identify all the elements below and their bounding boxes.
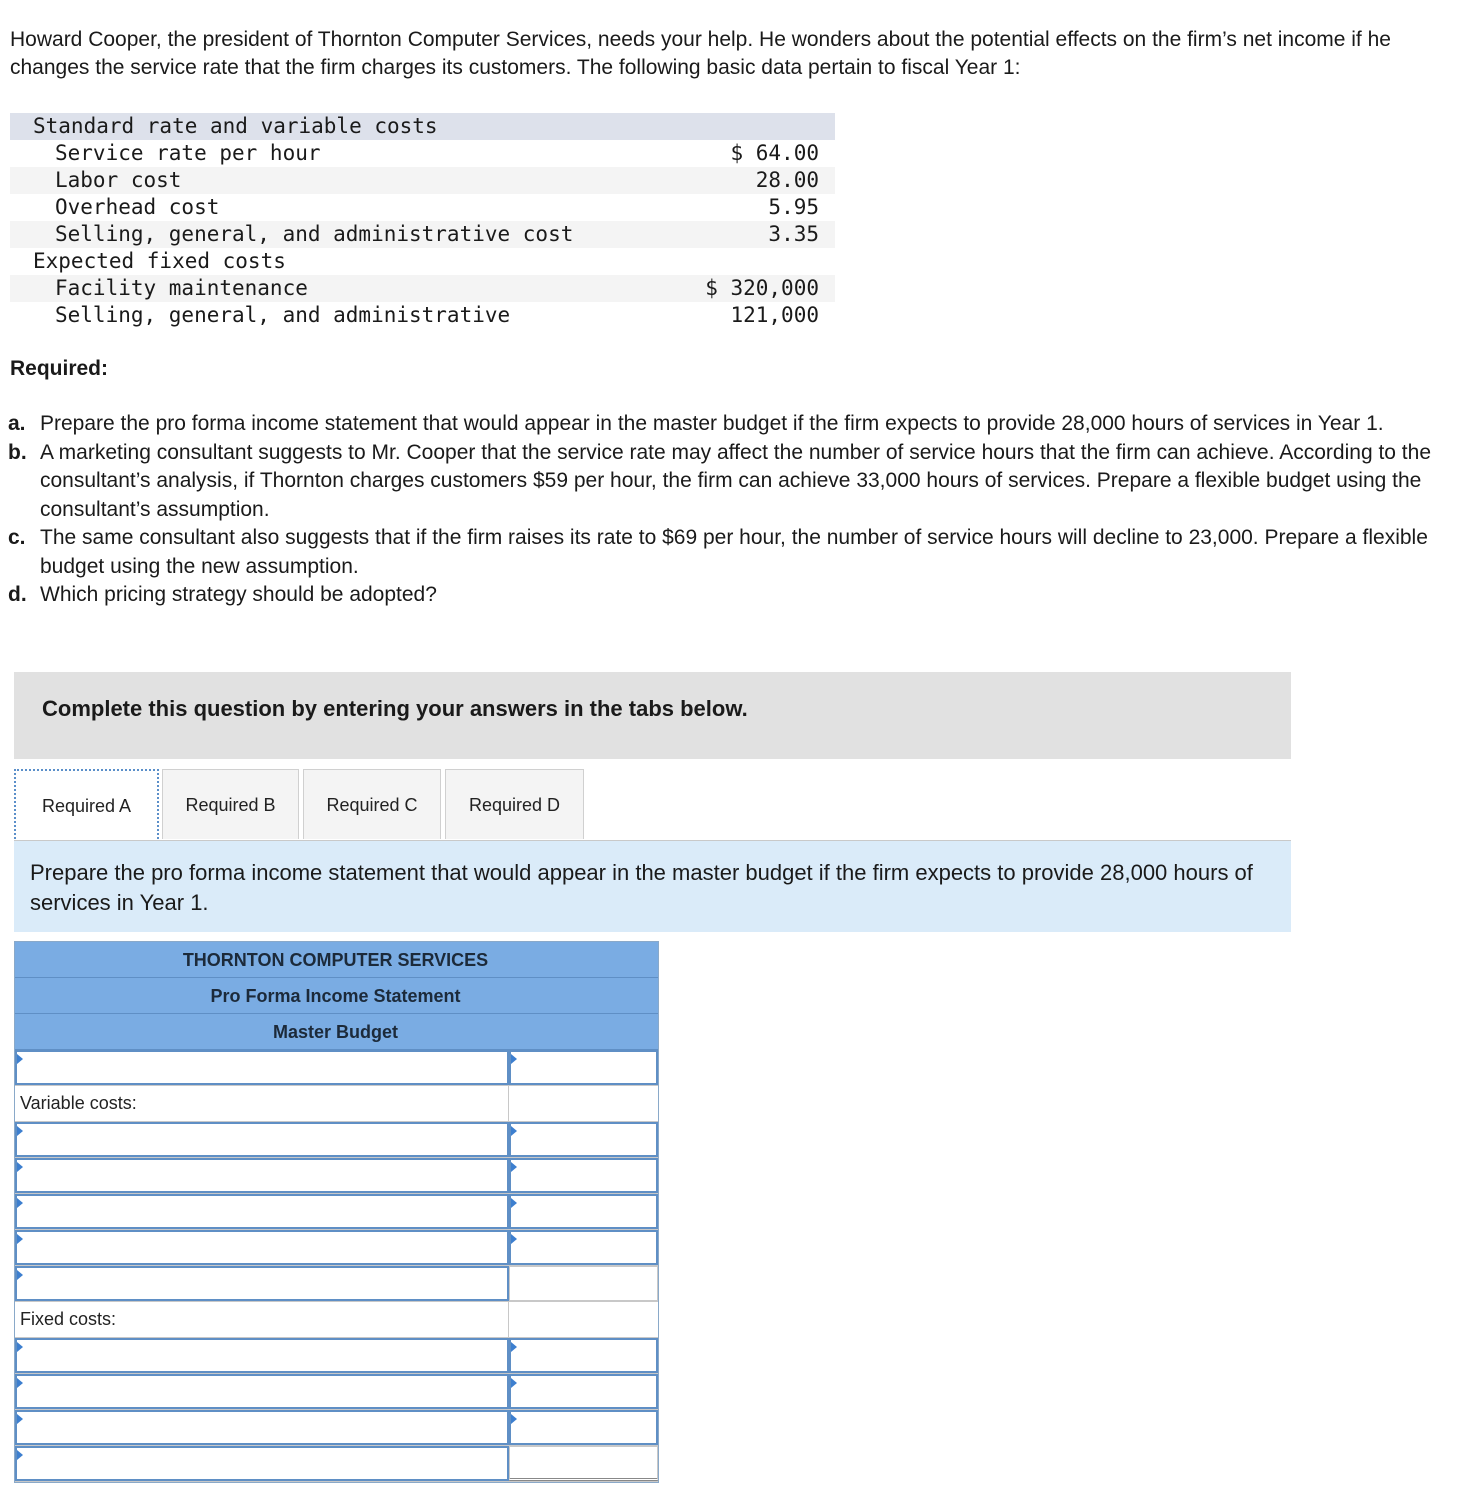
sga-variable-label: Selling, general, and administrative cost (10, 221, 681, 248)
overhead-cost-value: 5.95 (768, 195, 819, 219)
variable-cost-row (15, 1194, 658, 1230)
label-input[interactable] (15, 1446, 509, 1481)
statement-company: THORNTON COMPUTER SERVICES (15, 942, 658, 978)
amount-input[interactable] (509, 1374, 658, 1409)
revenue-row (15, 1050, 658, 1086)
variable-costs-heading-row (15, 1086, 658, 1122)
tab-required-b[interactable]: Required B (162, 769, 299, 839)
fixed-costs-label: Fixed costs: (20, 1309, 117, 1329)
dropdown-marker-icon (17, 1378, 23, 1388)
variable-cost-row (15, 1230, 658, 1266)
income-statement-form (14, 941, 659, 1483)
dropdown-marker-icon (17, 1270, 23, 1280)
variable-cost-row (15, 1158, 658, 1194)
requirement-letter: c. (8, 526, 26, 549)
sga-fixed-label: Selling, general, and administrative (55, 303, 511, 327)
variable-costs-label: Variable costs: (20, 1093, 137, 1113)
dropdown-marker-icon (17, 1450, 23, 1460)
requirement-item (8, 524, 1448, 581)
statement-subtitle: Master Budget (15, 1014, 658, 1050)
dropdown-marker-icon (17, 1198, 23, 1208)
amount-cell (509, 1266, 658, 1301)
problem-intro: Howard Cooper, the president of Thornton Computer Services, needs your help. He wonders about the potential effects on the firm’s net income if he changes the service rate that the firm charges its customers. The following basic data pertain to fiscal Year 1: (10, 28, 1391, 79)
requirement-letter: a. (8, 412, 26, 435)
requirement-letter: d. (8, 583, 27, 606)
label-input[interactable] (15, 1194, 509, 1229)
label-input[interactable] (15, 1410, 509, 1445)
dropdown-marker-icon (511, 1378, 517, 1388)
service-rate-label: Service rate per hour (55, 141, 321, 165)
tab-required-d[interactable]: Required D (445, 769, 584, 839)
requirement-text: Which pricing strategy should be adopted? (40, 583, 437, 606)
statement-title: Pro Forma Income Statement (15, 978, 658, 1014)
label-input[interactable] (15, 1374, 509, 1409)
fixed-costs-heading-row (15, 1302, 658, 1338)
label-input[interactable] (15, 1338, 509, 1373)
dropdown-marker-icon (17, 1126, 23, 1136)
dropdown-marker-icon (511, 1198, 517, 1208)
dropdown-marker-icon (17, 1342, 23, 1352)
complete-question-banner (14, 672, 1291, 759)
amount-input[interactable] (509, 1122, 658, 1157)
labor-cost-value: 28.00 (681, 167, 835, 194)
tab-required-c[interactable]: Required C (303, 769, 441, 839)
amount-input[interactable] (509, 1194, 658, 1229)
dropdown-marker-icon (17, 1234, 23, 1244)
requirement-text: Prepare the pro forma income statement that would appear in the master budget if the firm expects to provide 28,000 hours of services in Year 1. (40, 412, 1384, 435)
amount-cell (509, 1446, 658, 1481)
label-input[interactable] (15, 1122, 509, 1157)
facility-maintenance-value: $ 320,000 (681, 275, 835, 302)
requirement-text: The same consultant also suggests that if the firm raises its rate to $69 per hour, the number of service hours will decline to 23,000. Prepare a flexible budget using the new assumption. (40, 526, 1428, 578)
facility-maintenance-label: Facility maintenance (10, 275, 681, 302)
service-rate-value: $ 64.00 (730, 141, 819, 165)
amount-input[interactable] (509, 1338, 658, 1373)
dropdown-marker-icon (511, 1234, 517, 1244)
dropdown-marker-icon (17, 1414, 23, 1424)
requirement-item (8, 439, 1448, 525)
dropdown-marker-icon (511, 1342, 517, 1352)
tab-instruction: Prepare the pro forma income statement that would appear in the master budget if the firm expects to provide 28,000 hours of services in Year 1. (14, 841, 1291, 932)
fixed-cost-row (15, 1374, 658, 1410)
fixed-cost-row (15, 1338, 658, 1374)
standard-rate-header: Standard rate and variable costs (10, 113, 681, 140)
label-input[interactable] (15, 1266, 509, 1301)
amount-input[interactable] (509, 1158, 658, 1193)
fixed-cost-row (15, 1410, 658, 1446)
dropdown-marker-icon (17, 1054, 23, 1064)
requirement-item (8, 581, 1448, 610)
amount-input[interactable] (509, 1410, 658, 1445)
requirement-item (8, 410, 1448, 439)
basic-data-table (10, 113, 835, 329)
requirement-text: A marketing consultant suggests to Mr. Cooper that the service rate may affect the number of service hours that the firm can achieve. According to the consultant’s analysis, if Thornton charges customers $59 per hour, the firm can achieve 33,000 hours of services. Prepare a flexible budget using the consultant’s assumption. (40, 440, 1431, 521)
labor-cost-label: Labor cost (10, 167, 681, 194)
requirements-list (8, 410, 1448, 610)
fixed-costs-header: Expected fixed costs (33, 249, 286, 273)
label-input[interactable] (15, 1230, 509, 1265)
sga-variable-value: 3.35 (681, 221, 835, 248)
tab-required-a[interactable]: Required A (14, 769, 159, 839)
dropdown-marker-icon (17, 1162, 23, 1172)
amount-input[interactable] (509, 1230, 658, 1265)
subtotal-row (15, 1266, 658, 1302)
sga-fixed-value: 121,000 (730, 303, 819, 327)
dropdown-marker-icon (511, 1162, 517, 1172)
label-input[interactable] (15, 1158, 509, 1193)
complete-question-text: Complete this question by entering your answers in the tabs below. (42, 696, 748, 721)
dropdown-marker-icon (511, 1414, 517, 1424)
required-heading: Required: (10, 357, 109, 380)
amount-input[interactable] (509, 1050, 658, 1085)
label-input[interactable] (15, 1050, 509, 1085)
variable-cost-row (15, 1122, 658, 1158)
overhead-cost-label: Overhead cost (55, 195, 220, 219)
dropdown-marker-icon (511, 1126, 517, 1136)
net-income-row (15, 1446, 658, 1482)
requirement-letter: b. (8, 440, 27, 464)
dropdown-marker-icon (511, 1054, 517, 1064)
